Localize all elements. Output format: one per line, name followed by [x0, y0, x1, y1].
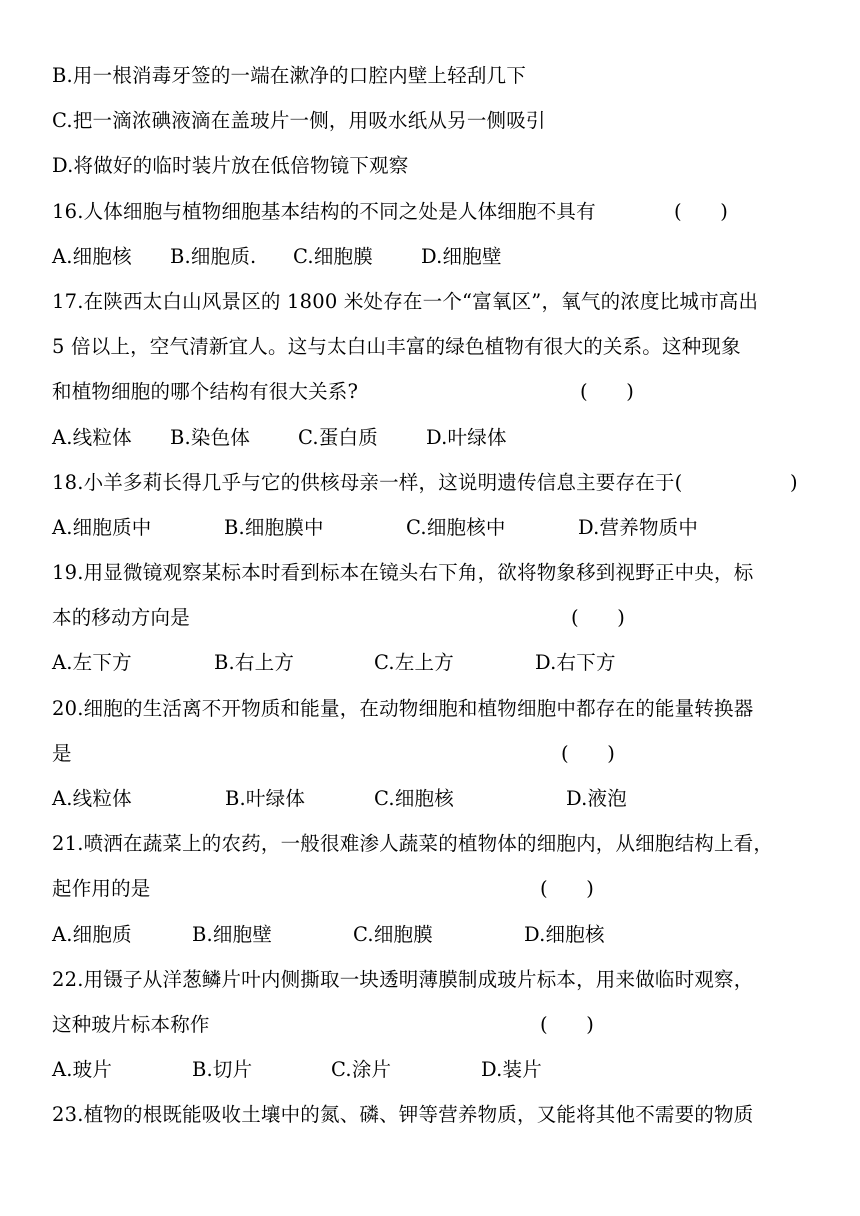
option-b: B.染色体 — [170, 425, 251, 449]
question-19-options — [52, 640, 812, 685]
option-b: B.切片 — [192, 1058, 253, 1082]
question-21-stem-line2 — [52, 866, 812, 911]
question-19-stem-line2 — [52, 595, 812, 640]
answer-paren: ) — [790, 470, 798, 494]
question-23-stem-line1 — [52, 1092, 812, 1137]
answer-paren: ( ) — [540, 877, 595, 901]
question-text: 和植物细胞的哪个结构有很大关系? — [52, 380, 359, 404]
question-text: 本的移动方向是 — [52, 606, 190, 630]
question-21-stem-line1 — [52, 821, 812, 866]
answer-paren: ( ) — [580, 380, 635, 404]
question-16-options — [52, 234, 812, 279]
option-c: C.细胞膜 — [293, 244, 373, 268]
question-20-stem-line1 — [52, 686, 812, 731]
question-text: 20.细胞的生活离不开物质和能量，在动物细胞和植物细胞中都存在的能量转换器 — [52, 696, 754, 720]
option-b: B.右上方 — [214, 651, 295, 675]
option-a: A.玻片 — [52, 1058, 113, 1082]
option-a: A.线粒体 — [52, 425, 132, 449]
question-16-stem — [52, 189, 812, 234]
option-c: C.左上方 — [374, 651, 454, 675]
option-a: A.细胞质 — [52, 922, 132, 946]
answer-paren: ( ) — [674, 199, 729, 223]
question-19-stem-line1 — [52, 550, 812, 595]
question-17-stem-line3 — [52, 369, 812, 414]
option-d: D.细胞壁 — [421, 244, 502, 268]
question-text: 起作用的是 — [52, 877, 151, 901]
exam-page — [52, 53, 812, 1138]
q15-option-b — [52, 53, 812, 98]
question-22-stem-line2 — [52, 1002, 812, 1047]
q15-option-c — [52, 98, 812, 143]
question-20-stem-line2 — [52, 731, 812, 776]
option-a: A.细胞质中 — [52, 515, 152, 539]
option-text: B.用一根消毒牙签的一端在漱净的口腔内壁上轻刮几下 — [52, 64, 527, 87]
question-17-stem-line1 — [52, 279, 812, 324]
question-18-stem — [52, 460, 812, 505]
answer-paren: ( ) — [540, 1012, 595, 1036]
answer-paren: ( ) — [561, 741, 616, 765]
option-text: D.将做好的临时装片放在低倍物镜下观察 — [52, 154, 409, 178]
question-17-stem-line2 — [52, 324, 812, 369]
question-22-options — [52, 1047, 812, 1092]
option-d: D.右下方 — [535, 651, 616, 675]
question-22-stem-line1 — [52, 957, 812, 1002]
option-b: B.叶绿体 — [225, 787, 306, 810]
question-20-options — [52, 776, 812, 821]
question-18-options — [52, 505, 812, 550]
question-text: 5 倍以上，空气清新宜人。这与太白山丰富的绿色植物有很大的关系。这种现象 — [52, 335, 741, 359]
question-17-options — [52, 415, 812, 460]
option-d: D.叶绿体 — [426, 425, 507, 449]
option-b: B.细胞质. — [170, 244, 257, 268]
option-d: D.液泡 — [566, 787, 627, 810]
option-d: D.装片 — [481, 1058, 542, 1082]
option-d: D.营养物质中 — [578, 515, 699, 539]
question-text: 17.在陕西太白山风景区的 1800 米处存在一个“富氧区”，氧气的浓度比城市高出 — [52, 289, 759, 313]
question-text: 是 — [52, 741, 72, 765]
option-c: C.细胞核中 — [406, 515, 506, 539]
option-text: C.把一滴浓碘液滴在盖玻片一侧，用吸水纸从另一侧吸引 — [52, 109, 546, 133]
question-text: 23.植物的根既能吸收土壤中的氮、磷、钾等营养物质，又能将其他不需要的物质 — [52, 1103, 754, 1127]
question-text: 22.用镊子从洋葱鳞片叶内侧撕取一块透明薄膜制成玻片标本，用来做临时观察， — [52, 967, 754, 991]
question-text: 16.人体细胞与植物细胞基本结构的不同之处是人体细胞不具有 — [52, 199, 596, 223]
question-text: 18.小羊多莉长得几乎与它的供核母亲一样，这说明遗传信息主要存在于( — [52, 470, 683, 494]
question-21-options — [52, 912, 812, 957]
option-c: C.涂片 — [331, 1058, 392, 1082]
option-c: C.细胞膜 — [353, 922, 433, 946]
option-c: C.细胞核 — [374, 787, 454, 810]
option-a: A.细胞核 — [52, 244, 132, 268]
option-b: B.细胞膜中 — [224, 515, 324, 539]
answer-paren: ( ) — [571, 606, 626, 630]
question-text: 19.用显微镜观察某标本时看到标本在镜头右下角，欲将物象移到视野正中央，标 — [52, 561, 754, 585]
option-b: B.细胞壁 — [192, 922, 273, 946]
question-text: 这种玻片标本称作 — [52, 1012, 210, 1036]
option-d: D.细胞核 — [524, 922, 605, 946]
option-c: C.蛋白质 — [298, 425, 378, 449]
question-text: 21.喷洒在蔬菜上的农药，一般很难渗人蔬菜的植物体的细胞内，从细胞结构上看， — [52, 832, 774, 856]
option-a: A.左下方 — [52, 651, 132, 675]
option-a: A.线粒体 — [52, 787, 132, 810]
q15-option-d — [52, 143, 812, 188]
